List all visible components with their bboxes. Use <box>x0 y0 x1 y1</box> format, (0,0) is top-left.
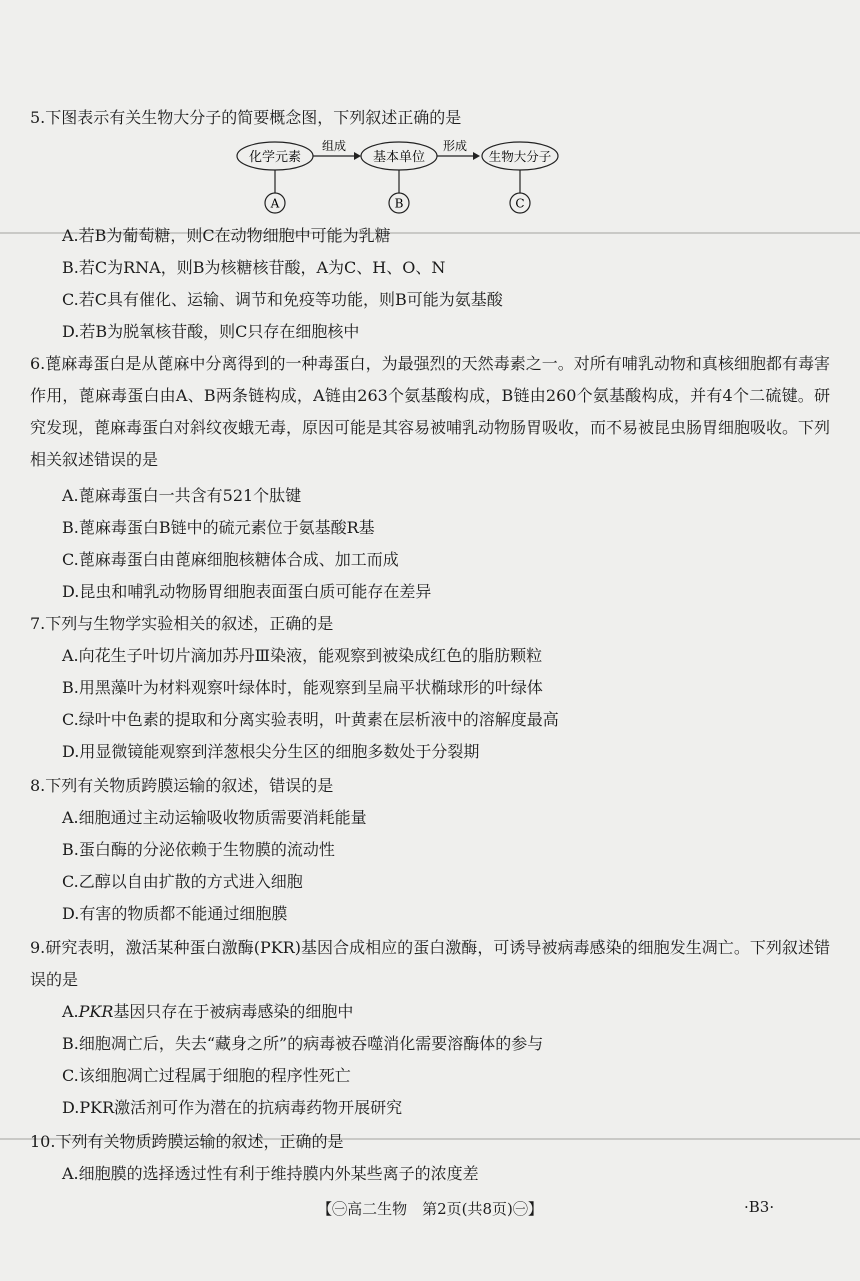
circle-c-label: C <box>515 196 525 211</box>
arrow1-label: 组成 <box>321 139 347 153</box>
node3-label: 生物大分子 <box>488 149 552 164</box>
concept-diagram <box>230 136 560 220</box>
q5-option-b: B.若C为RNA，则B为核糖核苷酸，A为C、H、O、N <box>62 258 446 277</box>
q9-stem: 9.研究表明，激活某种蛋白激酶(PKR)基因合成相应的蛋白激酶，可诱导被病毒感染的细胞发生凋亡。下列叙述错误的是 <box>30 938 830 989</box>
q6-stem: 6.蓖麻毒蛋白是从蓖麻中分离得到的一种毒蛋白，为最强烈的天然毒素之一。对所有哺乳动物和真核细胞都有毒害作用，蓖麻毒蛋白由A、B两条链构成，A链由263个氨基酸构成，B链由260个氨基酸构成，并有4个二硫键。研究发现，蓖麻毒蛋白对斜纹夜蛾无毒，原因可能是其容易被哺乳动物肠胃吸收，而不易被昆虫肠胃细胞吸收。下列相关叙述错误的是 <box>30 354 831 469</box>
q9-option-a <box>62 1002 353 1022</box>
q9-option-a-prefix: A. <box>62 1002 79 1021</box>
node1-label: 化学元素 <box>248 150 302 165</box>
q8-option-c: C.乙醇以自由扩散的方式进入细胞 <box>62 872 303 891</box>
q5-option-d: D.若B为脱氧核苷酸，则C只存在细胞核中 <box>62 322 360 341</box>
q9-option-a-rest: 基因只存在于被病毒感染的细胞中 <box>113 1002 354 1021</box>
page-footer: 【㊀高二生物 第2页(共8页)㊀】 <box>317 1200 543 1218</box>
q7-option-a: A.向花生子叶切片滴加苏丹Ⅲ染液，能观察到被染成红色的脂肪颗粒 <box>62 646 543 665</box>
circle-b-label: B <box>394 196 404 211</box>
q9-option-b: B.细胞凋亡后，失去“藏身之所”的病毒被吞噬消化需要溶酶体的参与 <box>62 1034 544 1053</box>
arrow2-label: 形成 <box>442 139 468 153</box>
arrow-compose <box>313 138 361 160</box>
arrow-form <box>437 138 480 160</box>
q7-stem: 7.下列与生物学实验相关的叙述，正确的是 <box>30 614 334 633</box>
q5-option-c: C.若C具有催化、运输、调节和免疫等功能，则B可能为氨基酸 <box>62 290 503 309</box>
q10-option-a: A.细胞膜的选择透过性有利于维持膜内外某些离子的浓度差 <box>62 1164 479 1183</box>
q6-option-c: C.蓖麻毒蛋白由蓖麻细胞核糖体合成、加工而成 <box>62 550 399 569</box>
circle-c <box>510 170 530 213</box>
q6-option-a: A.蓖麻毒蛋白一共含有521个肽键 <box>62 486 302 505</box>
q7-option-d: D.用显微镜能观察到洋葱根尖分生区的细胞多数处于分裂期 <box>62 742 480 761</box>
circle-a <box>265 170 285 213</box>
q9-option-c: C.该细胞凋亡过程属于细胞的程序性死亡 <box>62 1066 351 1085</box>
node2-label: 基本单位 <box>372 150 426 165</box>
q5-stem: 5.下图表示有关生物大分子的简要概念图，下列叙述正确的是 <box>30 108 462 127</box>
q5-option-a: A.若B为葡萄糖，则C在动物细胞中可能为乳糖 <box>62 226 391 245</box>
node-macromolecule <box>482 142 558 170</box>
q8-option-b: B.蛋白酶的分泌依赖于生物膜的流动性 <box>62 840 335 859</box>
q7-option-c: C.绿叶中色素的提取和分离实验表明，叶黄素在层析液中的溶解度最高 <box>62 710 559 729</box>
q6-option-b: B.蓖麻毒蛋白B链中的硫元素位于氨基酸R基 <box>62 518 375 537</box>
q8-option-d: D.有害的物质都不能通过细胞膜 <box>62 904 288 923</box>
circle-b <box>389 170 409 213</box>
q10-stem: 10.下列有关物质跨膜运输的叙述，正确的是 <box>30 1132 344 1151</box>
q6-option-d: D.昆虫和哺乳动物肠胃细胞表面蛋白质可能存在差异 <box>62 582 432 601</box>
circle-a-label: A <box>270 196 280 211</box>
q9-option-a-gene: PKR <box>78 1002 114 1021</box>
node-basic-unit <box>361 142 437 170</box>
q9-option-d: D.PKR激活剂可作为潜在的抗病毒药物开展研究 <box>62 1098 403 1117</box>
node-chemical-elements <box>237 142 313 170</box>
q7-option-b: B.用黑藻叶为材料观察叶绿体时，能观察到呈扁平状椭球形的叶绿体 <box>62 678 543 697</box>
q8-option-a: A.细胞通过主动运输吸收物质需要消耗能量 <box>62 808 367 827</box>
page-code: ·B3· <box>744 1198 775 1216</box>
q8-stem: 8.下列有关物质跨膜运输的叙述，错误的是 <box>30 776 334 795</box>
